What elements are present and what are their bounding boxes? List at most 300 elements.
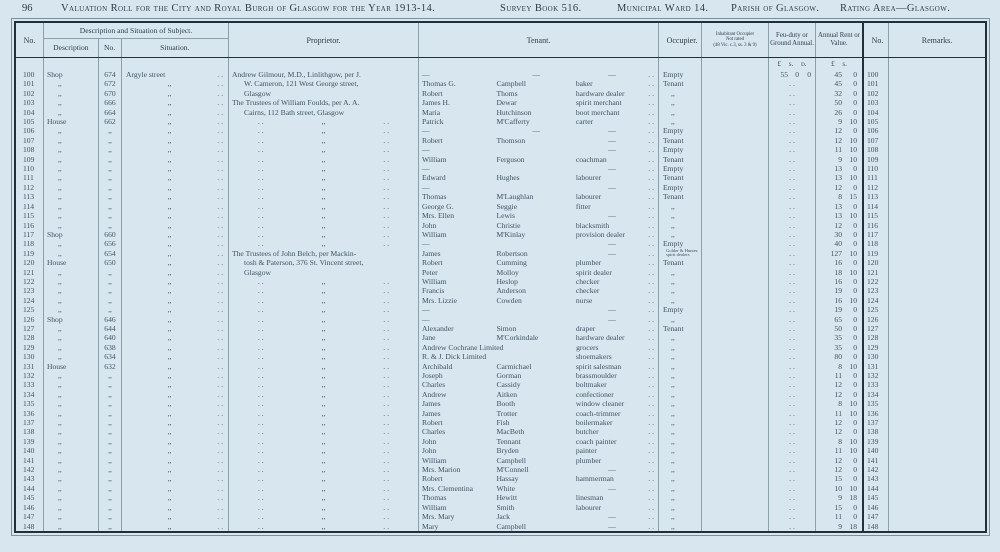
feu-duty-cell: [769, 503, 816, 512]
feu-duty-cell: [769, 484, 816, 493]
tenant-occupation: boilermaker: [575, 418, 613, 428]
ditto-mark: ,,: [321, 389, 326, 399]
feu-pence: 0: [807, 70, 811, 79]
ditto-dots: . .: [789, 201, 795, 211]
remarks-cell: [889, 343, 985, 352]
rent-shillings: 0: [853, 333, 857, 343]
proprietor-cell: [229, 352, 419, 361]
tenant-occupation: boltmaker: [575, 380, 607, 390]
rent-pounds: 12: [834, 135, 842, 145]
ditto-dots: . .: [217, 295, 223, 305]
ditto-dots: . .: [217, 323, 223, 333]
parish-label: Parish of Glasgow.: [731, 3, 820, 14]
ditto-dots: . .: [257, 173, 264, 183]
feu-duty-cell: [769, 352, 816, 361]
table-row: [16, 305, 985, 314]
tenant-cell: [419, 202, 659, 211]
ditto-dots: . .: [789, 493, 795, 503]
entry-number-repeat-cell: 141: [864, 456, 889, 465]
ditto-dots: . .: [648, 342, 654, 352]
situation-cell: [122, 446, 229, 455]
annual-rent-cell: [816, 221, 864, 230]
remarks-cell: [889, 352, 985, 361]
entry-number-repeat-cell: 122: [864, 277, 889, 286]
annual-rent-cell: [816, 79, 864, 88]
rent-shillings: 0: [853, 352, 857, 362]
tenant-surname: —: [532, 70, 540, 79]
occupier-cell: ,,: [659, 456, 702, 465]
ditto-dots: . .: [648, 408, 654, 418]
tenant-surname: Campbell: [496, 455, 526, 465]
tenant-surname: [496, 305, 575, 314]
rent-shillings: 0: [853, 455, 857, 465]
tenant-surname: [496, 183, 575, 192]
tenant-surname: Anderson: [496, 286, 526, 296]
table-row: [16, 155, 985, 164]
feu-duty-cell: [769, 258, 816, 267]
situation-text: ,,: [167, 79, 172, 89]
remarks-cell: [889, 192, 985, 201]
tenant-forename: Joseph: [422, 371, 443, 380]
situation-cell: [122, 183, 229, 192]
ditto-dots: . .: [217, 211, 223, 221]
tenant-cell: [419, 70, 659, 79]
ditto-dots: . .: [648, 229, 654, 239]
rent-shillings: 0: [853, 164, 857, 174]
ditto-dots: . .: [648, 211, 654, 221]
entry-number-repeat-cell: 147: [864, 512, 889, 521]
tenant-occupation: —: [608, 126, 616, 136]
tenant-surname: Hughes: [496, 173, 520, 183]
remarks-cell: [889, 324, 985, 333]
tenant-surname: Gorman: [496, 371, 522, 380]
ditto-mark: ,,: [321, 295, 326, 305]
ditto-dots: . .: [648, 389, 654, 399]
occupier-cell: ,,: [659, 390, 702, 399]
tenant-surname: Seggie: [496, 201, 518, 211]
entry-number-cell: 139: [16, 437, 44, 446]
tenant-surname: Jack: [496, 512, 510, 522]
tenant-forename: —: [422, 182, 430, 192]
ditto-mark: ,,: [321, 371, 326, 380]
tenant-forename: Thomas: [422, 493, 447, 503]
inhabitant-line1: Inhabitant Occupier: [715, 31, 755, 37]
ditto-dots: . .: [217, 352, 223, 362]
ditto-dots: . .: [648, 418, 654, 428]
occupier-cell: Empty: [659, 145, 702, 154]
ditto-mark: ,,: [321, 117, 326, 127]
rent-shillings: 0: [853, 220, 857, 230]
ditto-dots: . .: [257, 493, 264, 503]
entry-number-cell: 144: [16, 484, 44, 493]
entry-number-cell: 127: [16, 324, 44, 333]
tenant-occupation: brassmoulder: [575, 371, 617, 380]
survey-book-label: Survey Book 516.: [500, 3, 582, 14]
ditto-dots: . .: [217, 220, 223, 230]
entry-number-cell: 131: [16, 362, 44, 371]
annual-rent-cell: [816, 484, 864, 493]
ditto-dots: . .: [648, 276, 654, 286]
situation-text: ,,: [167, 239, 172, 249]
remarks-cell: [889, 173, 985, 182]
street-number-cell: ,,: [99, 277, 122, 286]
col-header-dss-title: Description and Situation of Subject.: [44, 23, 228, 39]
situation-cell: [122, 249, 229, 258]
rent-pounds: 11: [834, 408, 842, 418]
entry-number-repeat-cell: 139: [864, 437, 889, 446]
ditto-dots: . .: [648, 135, 654, 145]
ditto-mark: ,,: [321, 483, 326, 493]
tenant-cell: [419, 286, 659, 295]
tenant-forename: Edward: [422, 173, 446, 183]
ditto-dots: . .: [257, 305, 264, 315]
annual-rent-cell: [816, 70, 864, 79]
occupier-cell: ,,: [659, 230, 702, 239]
tenant-surname: Carmichael: [496, 361, 532, 371]
tenant-cell: [419, 380, 659, 389]
tenant-occupation: window cleaner: [575, 399, 625, 409]
street-number-cell: ,,: [99, 418, 122, 427]
tenant-surname: Thoms: [496, 88, 518, 98]
rent-shillings: 0: [853, 380, 857, 390]
ditto-mark: ,,: [321, 173, 326, 183]
ditto-mark: ,,: [321, 446, 326, 456]
tenant-forename: Robert: [422, 258, 443, 268]
ditto-mark: ,,: [321, 220, 326, 230]
table-row: [16, 484, 985, 493]
ditto-mark: ,,: [321, 465, 326, 475]
ditto-dots: . .: [217, 333, 223, 343]
table-row: [16, 362, 985, 371]
tenant-occupation: fitter: [575, 201, 591, 211]
rent-shillings: 10: [849, 173, 857, 183]
description-cell: ,,: [44, 503, 99, 512]
tenant-cell: [419, 465, 659, 474]
situation-text: ,,: [167, 135, 172, 145]
tenant-occupation: spirit dealer: [575, 267, 612, 277]
rent-pounds: 12: [834, 380, 842, 390]
description-cell: ,,: [44, 136, 99, 145]
ditto-dots: . .: [217, 493, 223, 503]
table-row: [16, 333, 985, 342]
tenant-cell: [419, 362, 659, 371]
ditto-dots: . .: [789, 380, 795, 390]
tenant-forename: Jane: [422, 333, 436, 343]
description-cell: ,,: [44, 108, 99, 117]
ditto-mark: ,,: [321, 314, 326, 324]
annual-rent-cell: [816, 277, 864, 286]
feu-duty-cell: [769, 89, 816, 98]
ditto-dots: . .: [383, 220, 389, 230]
remarks-cell: [889, 79, 985, 88]
entry-number-cell: 128: [16, 333, 44, 342]
annual-rent-cell: [816, 211, 864, 220]
feu-duty-cell: [769, 173, 816, 182]
ditto-dots: . .: [257, 145, 264, 155]
situation-text: ,,: [167, 201, 172, 211]
description-cell: ,,: [44, 380, 99, 389]
rent-pounds: 45: [834, 79, 842, 89]
ditto-dots: . .: [257, 399, 264, 409]
tenant-forename: George G.: [422, 201, 454, 211]
ditto-mark: ,,: [321, 474, 326, 484]
rent-shillings: 15: [849, 192, 857, 202]
tenant-occupation: coach-trimmer: [575, 408, 621, 418]
entry-number-repeat-cell: 103: [864, 98, 889, 107]
ditto-dots: . .: [383, 389, 389, 399]
ditto-dots: . .: [217, 371, 223, 380]
situation-cell: [122, 239, 229, 248]
entry-number-repeat-cell: 142: [864, 465, 889, 474]
inhabitant-occupier-cell: [702, 183, 769, 192]
entry-number-cell: 114: [16, 202, 44, 211]
tenant-surname: Hutchinson: [496, 107, 532, 117]
inhabitant-occupier-cell: [702, 108, 769, 117]
tenant-forename: James: [422, 408, 441, 418]
tenant-surname: Molloy: [496, 267, 519, 277]
ditto-dots: . .: [648, 465, 654, 475]
tenant-forename: John: [422, 446, 437, 456]
situation-cell: [122, 89, 229, 98]
situation-text: ,,: [167, 164, 172, 174]
ditto-dots: . .: [789, 323, 795, 333]
situation-cell: [122, 315, 229, 324]
inhabitant-occupier-cell: [702, 418, 769, 427]
entry-number-cell: 129: [16, 343, 44, 352]
ditto-dots: . .: [789, 211, 795, 221]
annual-rent-cell: [816, 145, 864, 154]
inhabitant-occupier-cell: [702, 126, 769, 135]
occupier-cell: ,,: [659, 268, 702, 277]
ditto-dots: . .: [257, 126, 264, 136]
entry-number-repeat-cell: 120: [864, 258, 889, 267]
ditto-dots: . .: [789, 483, 795, 493]
street-number-cell: ,,: [99, 164, 122, 173]
col-header-description-situation: [44, 23, 229, 57]
tenant-surname: [496, 239, 575, 248]
tenant-cell: [419, 371, 659, 380]
tenant-occupation: confectioner: [575, 389, 614, 399]
ditto-dots: . .: [648, 201, 654, 211]
ditto-dots: . .: [648, 512, 654, 522]
occupier-cell: Tenant: [659, 79, 702, 88]
tenant-cell: [419, 315, 659, 324]
situation-text: ,,: [167, 389, 172, 399]
entry-number-cell: 102: [16, 89, 44, 98]
street-number-cell: ,,: [99, 211, 122, 220]
feu-duty-cell: [769, 145, 816, 154]
street-number-cell: ,,: [99, 221, 122, 230]
tenant-cell: [419, 484, 659, 493]
tenant-surname: Hassay: [496, 474, 519, 484]
feu-duty-cell: [769, 70, 816, 79]
ditto-dots: . .: [648, 493, 654, 503]
street-number-cell: ,,: [99, 437, 122, 446]
ditto-dots: . .: [257, 333, 264, 343]
table-row: [16, 277, 985, 286]
description-cell: ,,: [44, 145, 99, 154]
inhabitant-occupier-cell: [702, 239, 769, 248]
situation-cell: [122, 371, 229, 380]
entry-number-cell: 137: [16, 418, 44, 427]
rent-pounds: 8: [838, 192, 842, 202]
ditto-mark: ,,: [321, 380, 326, 390]
entry-number-repeat-cell: 119: [864, 249, 889, 258]
street-number-cell: ,,: [99, 173, 122, 182]
feu-duty-cell: [769, 249, 816, 258]
street-number-cell: 662: [99, 117, 122, 126]
ditto-mark: ,,: [321, 305, 326, 315]
tenant-forename: Mrs. Ellen: [422, 211, 455, 221]
feu-duty-cell: [769, 380, 816, 389]
rent-pounds: 30: [834, 229, 842, 239]
tenant-occupation: —: [608, 164, 616, 174]
ditto-dots: . .: [648, 79, 654, 89]
street-number-cell: 634: [99, 352, 122, 361]
tenant-occupation: checker: [575, 276, 600, 286]
ditto-dots: . .: [217, 361, 223, 371]
ditto-dots: . .: [383, 154, 389, 164]
street-number-cell: 660: [99, 230, 122, 239]
tenant-forename: Charles: [422, 427, 446, 437]
entry-number-repeat-cell: 100: [864, 70, 889, 79]
tenant-occupation: labourer: [575, 192, 602, 202]
tenant-forename: Archibald: [422, 361, 453, 371]
entry-number-repeat-cell: 125: [864, 305, 889, 314]
entry-number-repeat-cell: 117: [864, 230, 889, 239]
tenant-cell: [419, 512, 659, 521]
street-number-cell: ,,: [99, 512, 122, 521]
tenant-cell: [419, 230, 659, 239]
occupier-note-line1: Golder & Hunter,: [666, 248, 699, 253]
description-cell: ,,: [44, 333, 99, 342]
tenant-surname: M'Corkindale: [496, 333, 539, 343]
ditto-dots: . .: [789, 117, 795, 127]
remarks-cell: [889, 286, 985, 295]
ditto-dots: . .: [789, 371, 795, 380]
entry-number-cell: 119: [16, 249, 44, 258]
proprietor-cell: [229, 446, 419, 455]
ditto-dots: . .: [217, 408, 223, 418]
entry-number-cell: 126: [16, 315, 44, 324]
tenant-cell: [419, 155, 659, 164]
street-number-cell: ,,: [99, 399, 122, 408]
inhabitant-occupier-cell: [702, 362, 769, 371]
annual-rent-cell: [816, 136, 864, 145]
situation-text: ,,: [167, 182, 172, 192]
street-number-cell: 644: [99, 324, 122, 333]
annual-rent-cell: [816, 409, 864, 418]
situation-text: ,,: [167, 512, 172, 522]
ditto-dots: . .: [383, 323, 389, 333]
tenant-forename: Peter: [422, 267, 438, 277]
table-row: [16, 136, 985, 145]
annual-rent-cell: [816, 126, 864, 135]
ditto-dots: . .: [383, 286, 389, 296]
situation-text: ,,: [167, 295, 172, 305]
rent-pounds: 12: [834, 182, 842, 192]
table-row: [16, 315, 985, 324]
inhabitant-occupier-cell: [702, 230, 769, 239]
ditto-dots: . .: [217, 258, 223, 268]
tenant-occupation: labourer: [575, 173, 602, 183]
entry-number-cell: 123: [16, 286, 44, 295]
occupier-cell: ,,: [659, 315, 702, 324]
description-cell: ,,: [44, 474, 99, 483]
ditto-dots: . .: [789, 427, 795, 437]
ditto-dots: . .: [257, 408, 264, 418]
tenant-forename: —: [422, 145, 430, 155]
feu-duty-cell: [769, 183, 816, 192]
page-header: [0, 3, 1000, 19]
col-header-inhabitant-occupier: [702, 23, 769, 57]
ditto-dots: . .: [383, 493, 389, 503]
annual-rent-cell: [816, 427, 864, 436]
remarks-cell: [889, 108, 985, 117]
feu-duty-cell: [769, 286, 816, 295]
tenant-surname: M'Connell: [496, 465, 529, 475]
tenant-forename: —: [422, 70, 430, 79]
rent-shillings: 0: [853, 98, 857, 108]
ditto-dots: . .: [217, 117, 223, 127]
inhabitant-occupier-cell: [702, 465, 769, 474]
ditto-dots: . .: [648, 371, 654, 380]
remarks-cell: [889, 249, 985, 258]
ditto-dots: . .: [383, 418, 389, 428]
proprietor-cell: [229, 333, 419, 342]
rent-pounds: 11: [834, 446, 842, 456]
ditto-dots: . .: [648, 333, 654, 343]
situation-cell: [122, 98, 229, 107]
annual-rent-cell: [816, 474, 864, 483]
ditto-dots: . .: [257, 154, 264, 164]
situation-text: ,,: [167, 427, 172, 437]
feu-pounds: 55: [780, 70, 788, 79]
proprietor-text: Cairns, 112 Bath street, Glasgow: [244, 107, 345, 117]
inhabitant-occupier-cell: [702, 136, 769, 145]
entry-number-repeat-cell: 111: [864, 173, 889, 182]
remarks-cell: [889, 296, 985, 305]
feu-duty-cell: [769, 117, 816, 126]
tenant-surname: Thomson: [496, 135, 526, 145]
description-cell: ,,: [44, 155, 99, 164]
remarks-cell: [889, 136, 985, 145]
ditto-dots: . .: [257, 192, 264, 202]
situation-cell: [122, 409, 229, 418]
feu-duty-cell: [769, 427, 816, 436]
tenant-forename: —: [422, 239, 430, 249]
proprietor-cell: [229, 173, 419, 182]
entry-number-cell: 138: [16, 427, 44, 436]
inhabitant-occupier-cell: [702, 173, 769, 182]
inhabitant-occupier-cell: [702, 79, 769, 88]
ditto-dots: . .: [257, 521, 264, 531]
ditto-dots: . .: [383, 164, 389, 174]
description-cell: ,,: [44, 418, 99, 427]
ditto-dots: . .: [648, 502, 654, 512]
table-row: [16, 249, 985, 258]
tenant-cell: [419, 446, 659, 455]
ditto-dots: . .: [217, 164, 223, 174]
ditto-dots: . .: [648, 117, 654, 127]
rent-shillings: 0: [853, 389, 857, 399]
street-number-cell: ,,: [99, 296, 122, 305]
ditto-dots: . .: [789, 446, 795, 456]
valuation-roll-table: [14, 21, 987, 533]
table-row: [16, 126, 985, 135]
ditto-mark: ,,: [321, 286, 326, 296]
inhabitant-occupier-cell: [702, 437, 769, 446]
